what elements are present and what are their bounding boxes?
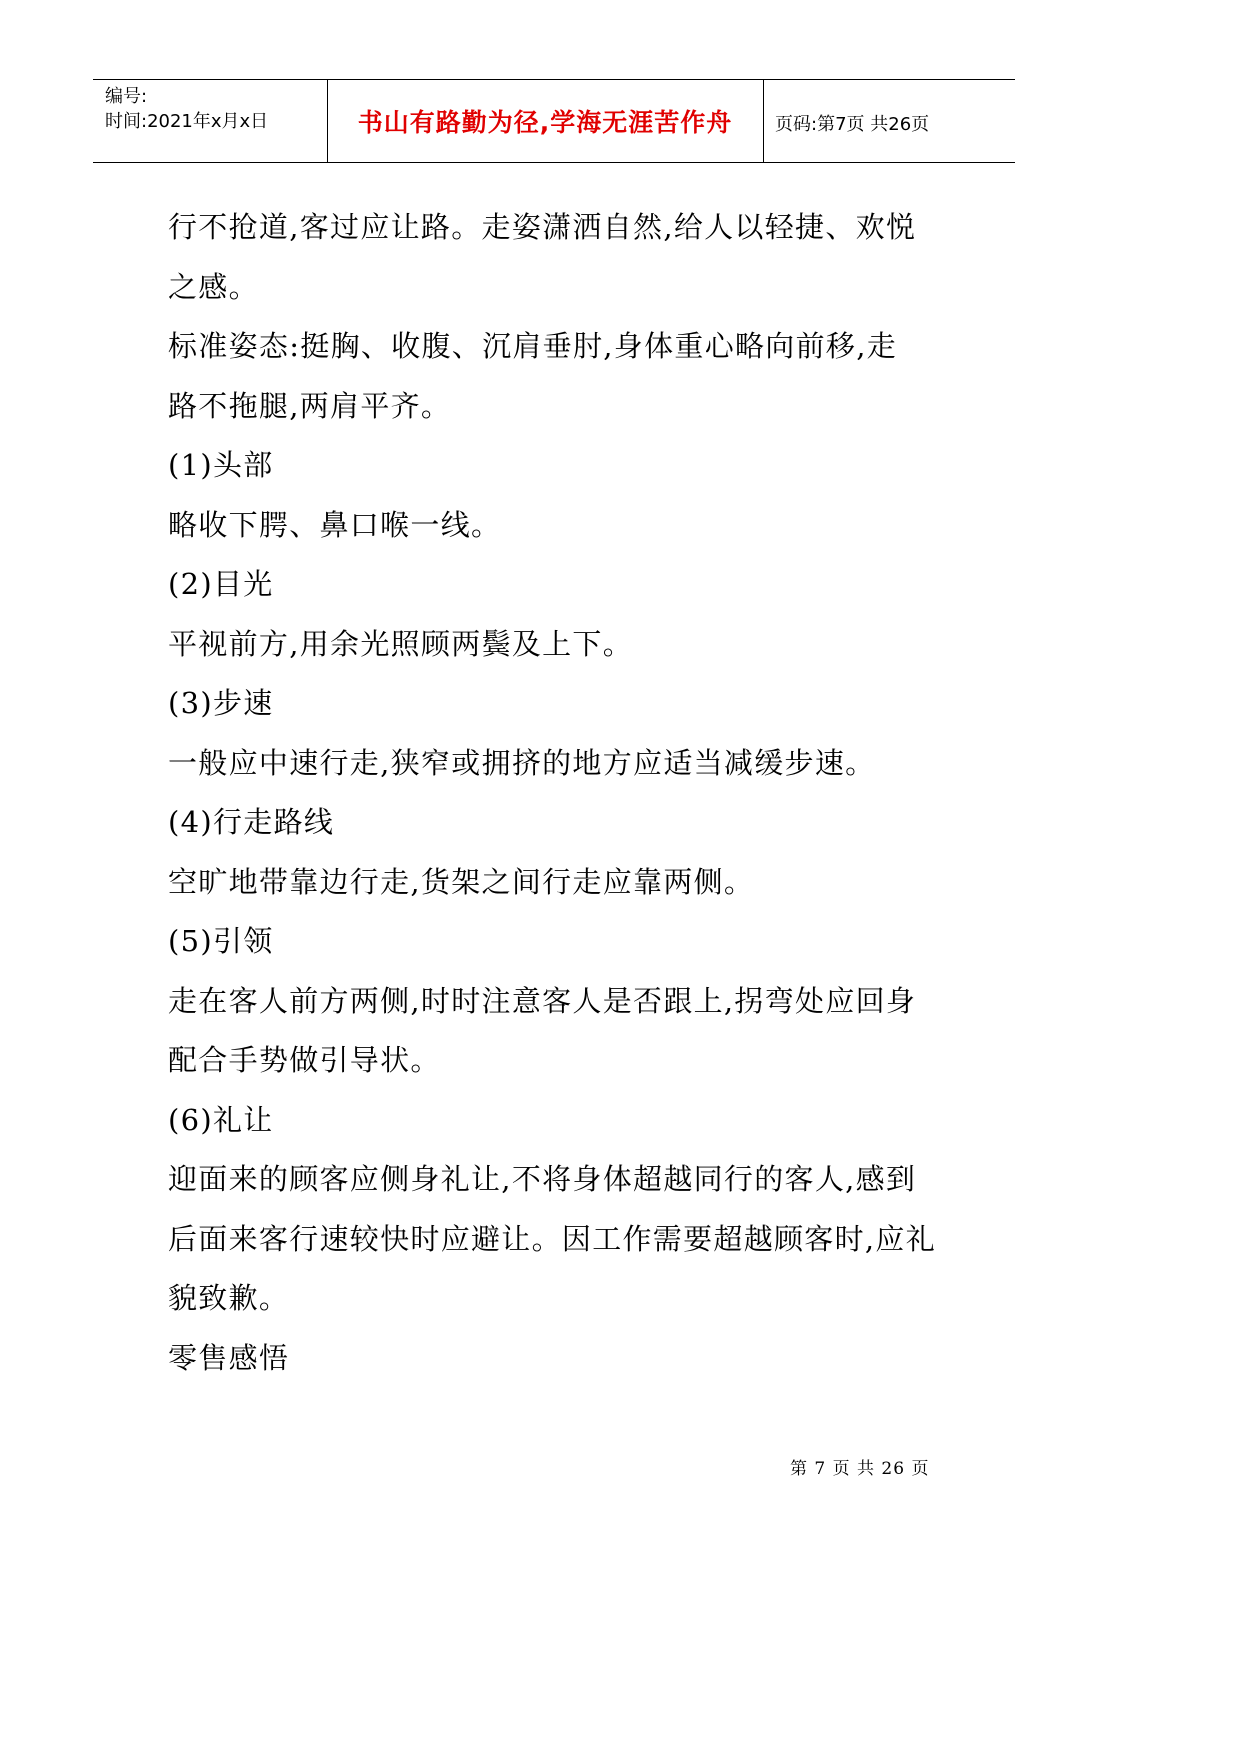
section-heading: (5)引领	[168, 924, 274, 958]
body-line: 零售感悟	[168, 1340, 290, 1375]
header-divider-right	[763, 79, 764, 163]
body-line: 一般应中速行走,狭窄或拥挤的地方应适当减缓步速。	[168, 745, 876, 780]
section-heading: (3)步速	[168, 686, 274, 720]
section-heading: (2)目光	[168, 567, 274, 601]
document-body	[168, 198, 958, 1388]
body-line: 之感。	[168, 269, 259, 304]
footer-page-info: 第 7 页 共 26 页	[790, 1459, 930, 1479]
body-line: 空旷地带靠边行走,货架之间行走应靠两侧。	[168, 864, 755, 899]
header-page-info: 页码:第7页 共26页	[775, 114, 930, 135]
section-heading: (4)行走路线	[168, 805, 335, 839]
header-divider-left	[327, 79, 328, 163]
section-heading: (6)礼让	[168, 1102, 274, 1137]
header-time-label: 时间:2021年x月x日	[105, 111, 269, 132]
body-line: 略收下腭、鼻口喉一线。	[168, 507, 502, 542]
body-line: 貌致歉。	[168, 1281, 290, 1315]
header-meta	[105, 84, 320, 134]
body-line: 平视前方,用余光照顾两鬓及上下。	[168, 626, 634, 661]
header-number-label: 编号:	[105, 86, 148, 107]
body-line: 迎面来的顾客应侧身礼让,不将身体超越同行的客人,感到	[168, 1162, 917, 1196]
body-line: 标准姿态:挺胸、收腹、沉肩垂肘,身体重心略向前移,走	[168, 329, 898, 363]
header-top-rule	[93, 79, 1015, 80]
header-motto: 书山有路勤为径,学海无涯苦作舟	[357, 108, 733, 137]
header-bottom-rule	[93, 162, 1015, 163]
body-line: 路不拖腿,两肩平齐。	[168, 388, 452, 423]
body-line: 后面来客行速较快时应避让。因工作需要超越顾客时,应礼	[168, 1221, 937, 1256]
body-line: 走在客人前方两侧,时时注意客人是否跟上,拐弯处应回身	[168, 983, 917, 1018]
section-heading: (1)头部	[168, 448, 274, 482]
body-line: 行不抢道,客过应让路。走姿潇洒自然,给人以轻捷、欢悦	[168, 210, 917, 244]
body-line: 配合手势做引导状。	[168, 1043, 441, 1077]
